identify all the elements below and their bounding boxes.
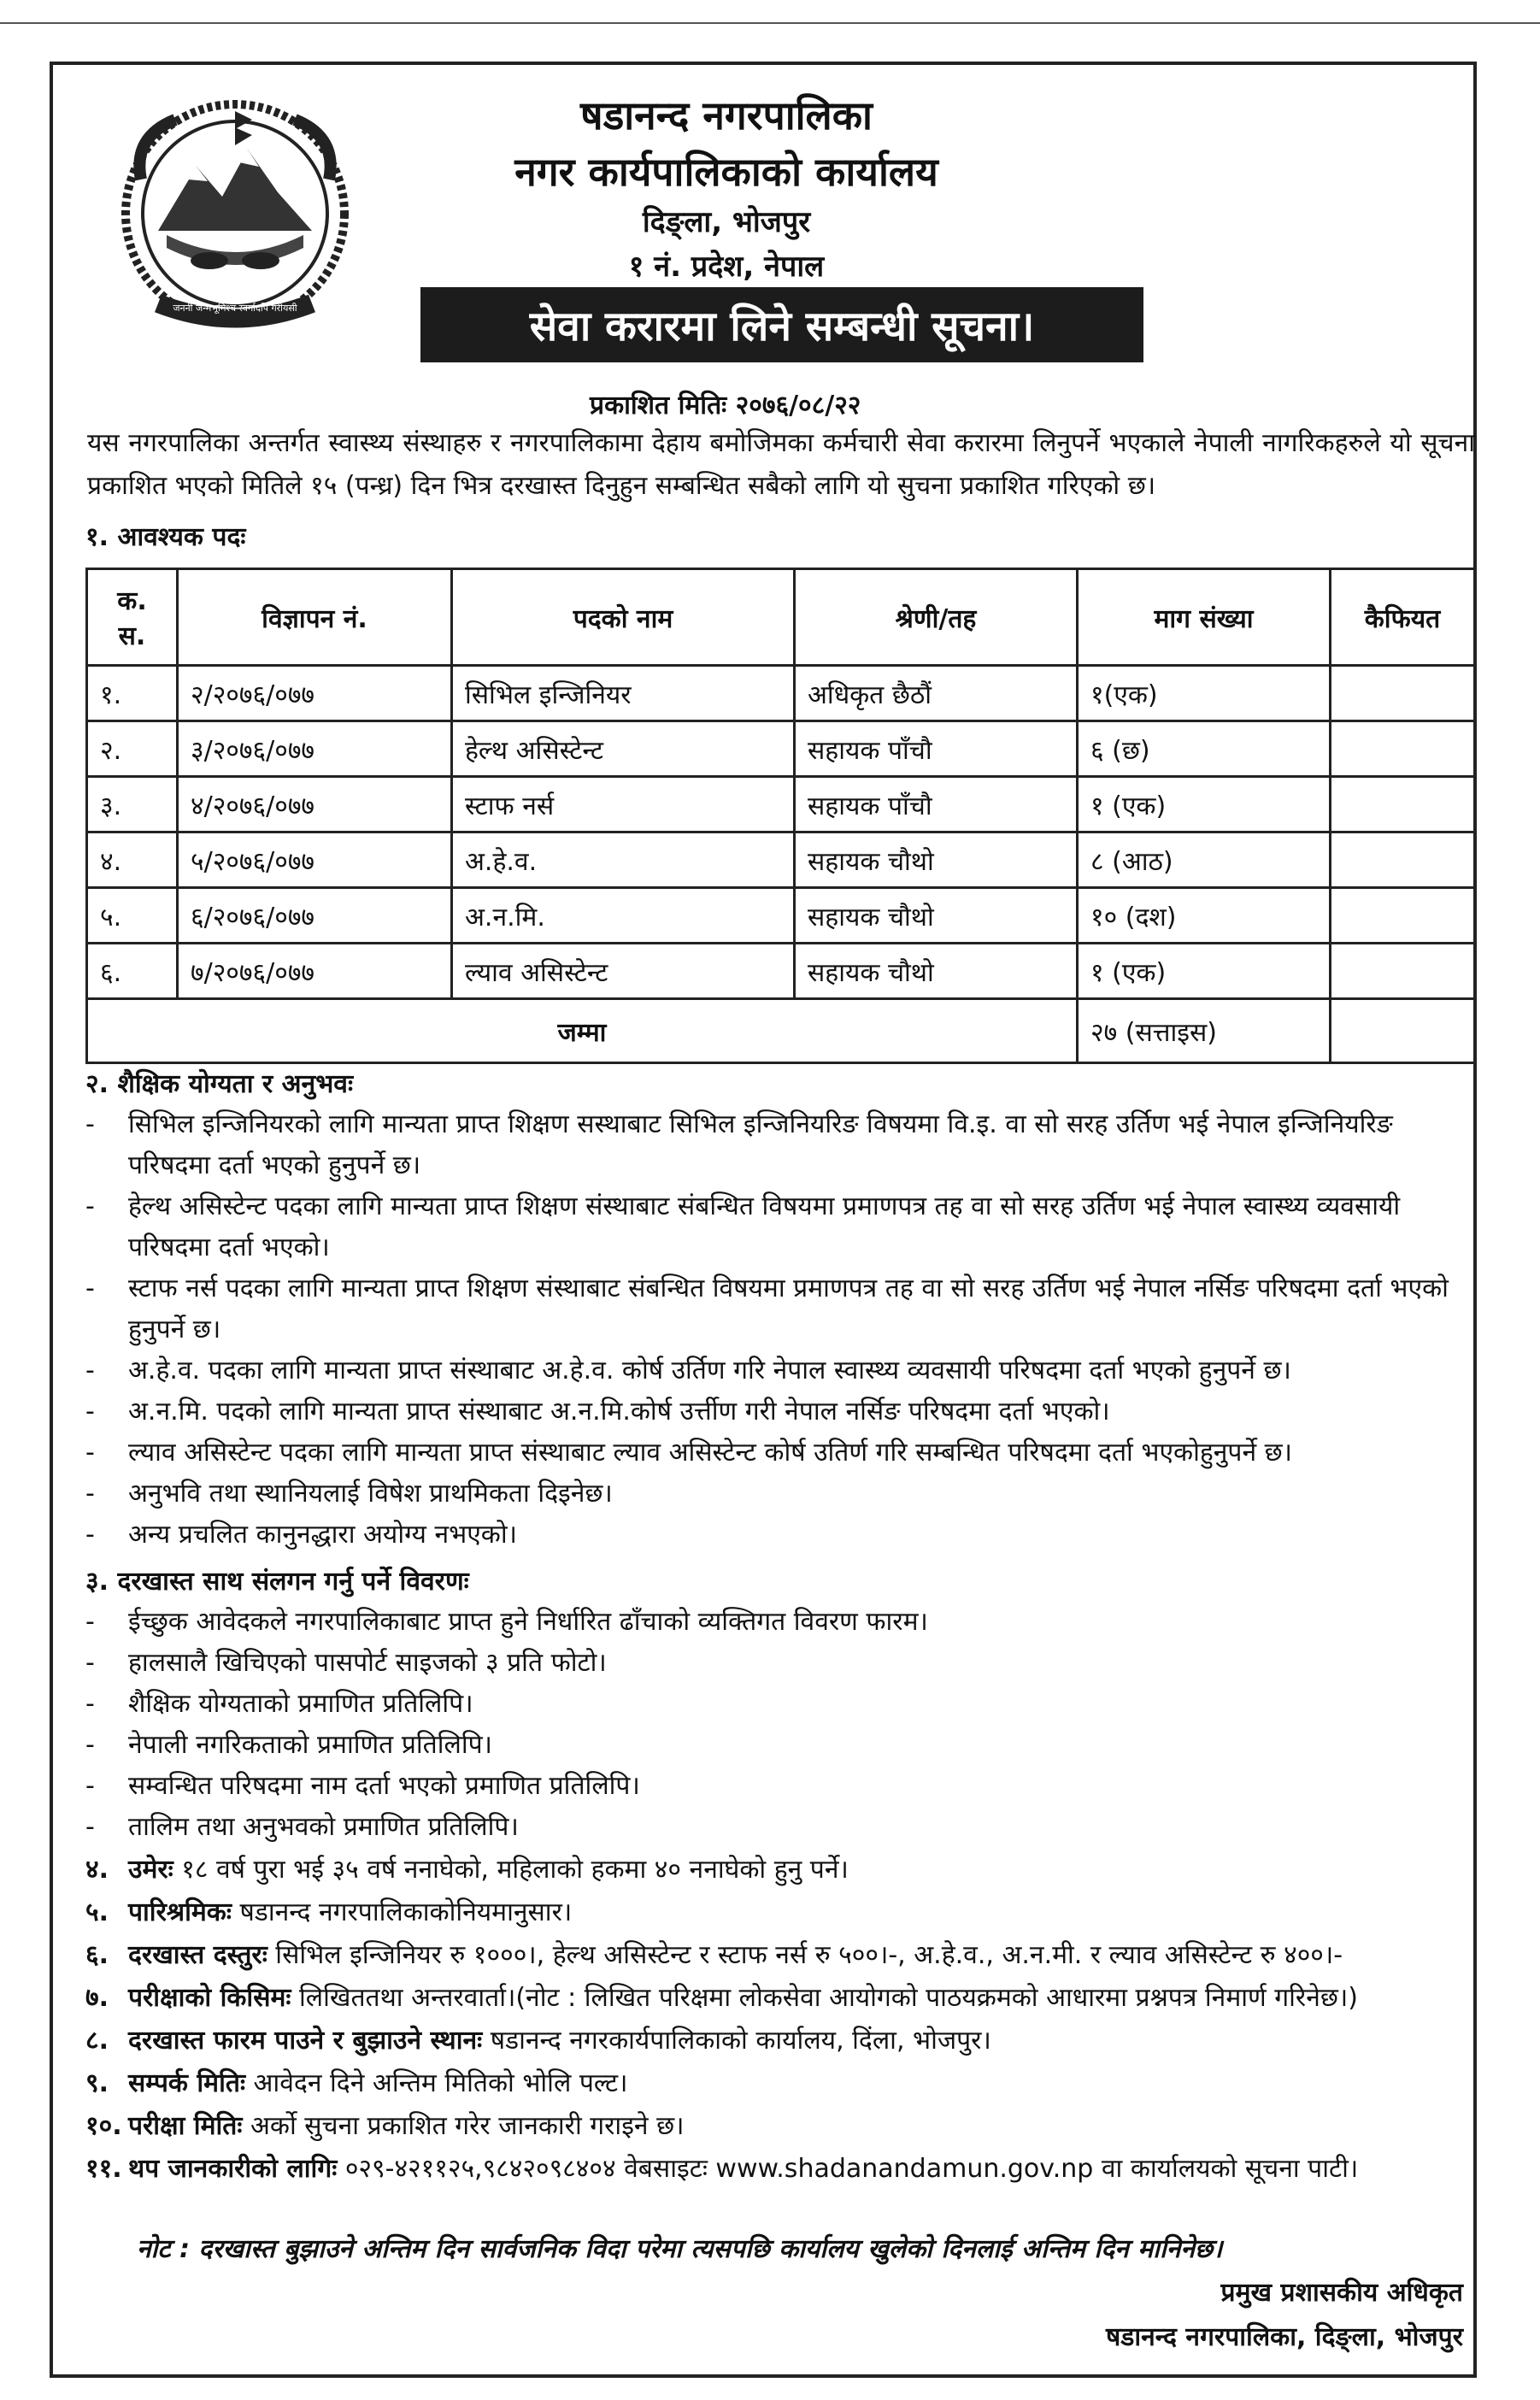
cell-demand: १(एक): [1078, 666, 1331, 721]
table-row: [87, 777, 1475, 832]
section-3-title: ३. दरखास्त साथ संलगन गर्नु पर्ने विवरणः: [85, 1567, 469, 1597]
cell-demand: ६ (छ): [1078, 721, 1331, 777]
office-subtitle: नगर कार्यपालिकाको कार्यालय: [514, 149, 938, 195]
list-item: - सिभिल इन्जिनियरको लागि मान्यता प्राप्त शिक्षण सस्थाबाट सिभिल इन्जिनियरिङ विषयमा वि.इ. वा सो सरह उर्तिण भई नेपाल इन्जिनियरिङ परिषदमा दर्ता भएको हुनुपर्ने छ।: [85, 1109, 1393, 1180]
total-remarks: [1331, 999, 1475, 1063]
note-text: नोट : दरखास्त बुझाउने अन्तिम दिन सार्वजनिक विदा परेमा त्यसपछि कार्यालय खुलेको दिनलाई अन्तिम दिन मानिनेछ।: [137, 2234, 1223, 2264]
list-item: - तालिम तथा अनुभवको प्रमाणित प्रतिलिपि।: [85, 1812, 519, 1842]
intro-paragraph: यस नगरपालिका अन्तर्गत स्वास्थ्य संस्थाहरु र नगरपालिकामा देहाय बमोजिमका कर्मचारी सेवा करारमा लिनुपर्ने भएकाले नेपाली नागरिकहरुले यो सूचना प्रकाशित भएको मितिले १५ (पन्ध्र) दिन भित्र दरखास्त दिनुहुन सम्बन्धित सबैको लागि यो सुचना प्रकाशित गरिएको छ।: [87, 428, 1475, 501]
col-ad-number: विज्ञापन नं.: [178, 569, 452, 666]
table-row: [87, 888, 1475, 944]
section-2-list: [85, 1104, 1478, 1556]
section-3-list: [85, 1602, 1478, 1848]
cell-post-name: अ.हे.व.: [452, 832, 795, 888]
cell-serial: १.: [87, 666, 178, 721]
cell-serial: २.: [87, 721, 178, 777]
cell-remarks: [1331, 666, 1475, 721]
col-serial: क. स.: [87, 569, 178, 666]
cell-demand: १ (एक): [1078, 944, 1331, 999]
detail-item-age: ४. उमेरः १८ वर्ष पुरा भई ३५ वर्ष ननाघेको, महिलाको हकमा ४० ननाघेको हुनु पर्ने।: [85, 1855, 849, 1885]
cell-level: सहायक चौथो: [795, 888, 1078, 944]
section-1-title: १. आवश्यक पदः: [85, 522, 246, 552]
list-item: - हेल्थ असिस्टेन्ट पदका लागि मान्यता प्राप्त शिक्षण संस्थाबाट संबन्धित विषयमा प्रमाणपत्र तह वा सो सरह उर्तिण भई नेपाल स्वास्थ्य व्यवसायी परिषदमा दर्ता भएको।: [85, 1191, 1401, 1262]
notice-title: सेवा करारमा लिने सम्बन्धी सूचना।: [420, 287, 1143, 362]
top-rule: [0, 22, 1540, 24]
col-demand: माग संख्या: [1078, 569, 1331, 666]
cell-serial: ५.: [87, 888, 178, 944]
signature-block: [1106, 2271, 1463, 2360]
list-item: - नेपाली नगरिकताको प्रमाणित प्रतिलिपि।: [85, 1730, 493, 1760]
detail-item-salary: ५. पारिश्रमिकः षडानन्द नगरपालिकाकोनियमानुसार।: [85, 1897, 573, 1927]
col-remarks: कैफियत: [1331, 569, 1475, 666]
table-row: [87, 832, 1475, 888]
detail-item-contact-date: ९. सम्पर्क मितिः आवेदन दिने अन्तिम मितिको भोलि पल्ट।: [85, 2068, 628, 2098]
cell-ad-number: ७/२०७६/०७७: [178, 944, 452, 999]
cell-ad-number: ३/२०७६/०७७: [178, 721, 452, 777]
office-address-1: दिङ्ला, भोजपुर: [642, 205, 811, 239]
cell-remarks: [1331, 944, 1475, 999]
published-date: प्रकाशित मितिः २०७६/०८/२२: [590, 391, 861, 421]
table-row: [87, 944, 1475, 999]
col-post-name: पदको नाम: [452, 569, 795, 666]
cell-ad-number: ५/२०७६/०७७: [178, 832, 452, 888]
cell-level: अधिकृत छैठौं: [795, 666, 1078, 721]
cell-level: सहायक चौथो: [795, 944, 1078, 999]
total-value: २७ (सत्ताइस): [1078, 999, 1331, 1063]
list-item: - अन्य प्रचलित कानुनद्धारा अयोग्य नभएको।: [85, 1520, 517, 1550]
numbered-details: [85, 1849, 1478, 2191]
list-item: - ईच्छुक आवेदकले नगरपालिकाबाट प्राप्त हुने निर्धारित ढाँचाको व्यक्तिगत विवरण फारम।: [85, 1607, 928, 1637]
cell-demand: १० (दश): [1078, 888, 1331, 944]
list-item: - स्टाफ नर्स पदका लागि मान्यता प्राप्त शिक्षण संस्थाबाट संबन्धित विषयमा प्रमाणपत्र तह वा सो सरह उर्तिण भई नेपाल नर्सिङ परिषदमा दर्ता भएको हुनुपर्ने छ।: [85, 1274, 1449, 1344]
list-item: - हालसालै खिचिएको पासपोर्ट साइजको ३ प्रति फोटो।: [85, 1648, 607, 1678]
cell-ad-number: ४/२०७६/०७७: [178, 777, 452, 832]
office-header: [402, 87, 1051, 289]
cell-post-name: ल्याव असिस्टेन्ट: [452, 944, 795, 999]
cell-remarks: [1331, 832, 1475, 888]
office-name: षडानन्द नगरपालिका: [580, 92, 873, 138]
cell-demand: ८ (आठ): [1078, 832, 1331, 888]
cell-serial: ३.: [87, 777, 178, 832]
cell-ad-number: ६/२०७६/०७७: [178, 888, 452, 944]
cell-remarks: [1331, 888, 1475, 944]
detail-item-exam-type: ७. परीक्षाको किसिमः लिखिततथा अन्तरवार्ता।(नोट : लिखित परिक्षमा लोकसेवा आयोगको पाठयक्रमको आधारमा प्रश्नपत्र निमार्ण गरिनेछ।): [85, 1983, 1358, 2013]
nepal-emblem-icon: [107, 85, 363, 342]
list-item: - अ.हे.व. पदका लागि मान्यता प्राप्त संस्थाबाट अ.हे.व. कोर्ष उर्तिण गरि नेपाल स्वास्थ्य व्यवसायी परिषदमा दर्ता भएको हुनुपर्ने छ।: [85, 1356, 1291, 1385]
list-item: - शैक्षिक योग्यताको प्रमाणित प्रतिलिपि।: [85, 1689, 473, 1719]
detail-item-form-place: ८. दरखास्त फारम पाउने र बुझाउने स्थानः षडानन्द नगरकार्यपालिकाको कार्यालय, दिंला, भोजपुर।: [85, 2026, 991, 2056]
cell-level: सहायक पाँचौ: [795, 721, 1078, 777]
cell-post-name: अ.न.मि.: [452, 888, 795, 944]
detail-item-more-info: ११. थप जानकारीको लागिः ०२९-४२११२५,९८४२०९८४०४ वेबसाइटः www.shadanandamun.gov.np वा कार्यालयको सूचना पाटी।: [85, 2154, 1359, 2184]
table-header-row: [87, 569, 1475, 666]
detail-item-exam-date: १०. परीक्षा मितिः अर्को सुचना प्रकाशित गरेर जानकारी गराइने छ।: [85, 2111, 685, 2141]
section-2-title: २. शैक्षिक योग्यता र अनुभवः: [85, 1069, 354, 1099]
cell-demand: १ (एक): [1078, 777, 1331, 832]
cell-serial: ६.: [87, 944, 178, 999]
signature-office: षडानन्द नगरपालिका, दिङ्ला, भोजपुर: [1105, 2322, 1463, 2352]
posts-table: [85, 568, 1476, 1064]
total-label: जम्मा: [87, 999, 1078, 1063]
cell-post-name: हेल्थ असिस्टेन्ट: [452, 721, 795, 777]
cell-remarks: [1331, 721, 1475, 777]
cell-ad-number: २/२०७६/०७७: [178, 666, 452, 721]
list-item: - अ.न.मि. पदको लागि मान्यता प्राप्त संस्थाबाट अ.न.मि.कोर्ष उर्त्तीण गरी नेपाल नर्सिङ परिषदमा दर्ता भएको।: [85, 1397, 1110, 1426]
signature-title: प्रमुख प्रशासकीय अधिकृत: [1220, 2278, 1463, 2308]
office-address-2: १ नं. प्रदेश, नेपाल: [628, 250, 825, 284]
table-row: [87, 666, 1475, 721]
table-row: [87, 721, 1475, 777]
cell-serial: ४.: [87, 832, 178, 888]
cell-post-name: सिभिल इन्जिनियर: [452, 666, 795, 721]
cell-level: सहायक चौथो: [795, 832, 1078, 888]
list-item: - अनुभवि तथा स्थानियलाई विषेश प्राथमिकता दिइनेछ।: [85, 1479, 613, 1509]
list-item: - ल्याव असिस्टेन्ट पदका लागि मान्यता प्राप्त संस्थाबाट ल्याव असिस्टेन्ट कोर्ष उतिर्ण गरि सम्बन्धित परिषदमा दर्ता भएकोहुनुपर्ने छ।: [85, 1438, 1293, 1468]
cell-level: सहायक पाँचौ: [795, 777, 1078, 832]
detail-item-fee: ६. दरखास्त दस्तुरः सिभिल इन्जिनियर रु १०००।, हेल्थ असिस्टेन्ट र स्टाफ नर्स रु ५००।-, अ.हे.व., अ.न.मी. र ल्याव असिस्टेन्ट रु ४००।-: [85, 1940, 1343, 1970]
emblem-motto: जननी जन्मभूमिश्च स्वर्गादपि गरीयसी: [173, 303, 297, 314]
col-level: श्रेणी/तह: [795, 569, 1078, 666]
list-item: - सम्वन्धित परिषदमा नाम दर्ता भएको प्रमाणित प्रतिलिपि।: [85, 1771, 640, 1801]
table-total-row: [87, 999, 1475, 1063]
cell-post-name: स्टाफ नर्स: [452, 777, 795, 832]
cell-remarks: [1331, 777, 1475, 832]
